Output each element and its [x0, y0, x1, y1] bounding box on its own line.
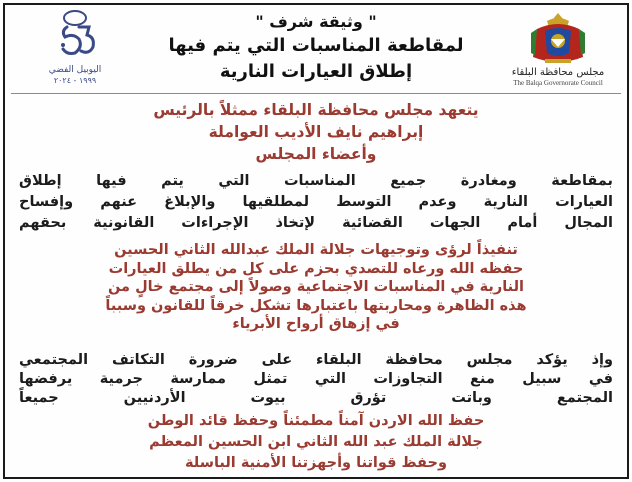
council-name-en: The Balqa Governorate Council — [513, 79, 603, 87]
text-line: بمقاطعة ومغادرة جميع المناسبات التي يتم فيها إطلاق — [19, 173, 613, 189]
text-line: وحفظ قواتنا وأجهزتنا الأمنية الباسلة — [185, 455, 447, 471]
text-line: حفظ الله الاردن آمناً مطمئناً وحفظ قائد الوطن — [147, 413, 485, 429]
header-divider — [11, 93, 621, 94]
text-line: النارية في المناسبات الاجتماعية وصولاً إلى مجتمع خالٍ من — [108, 279, 524, 295]
document-title — [155, 11, 477, 85]
text-line: تنفيذاً لرؤى وتوجيهات جلالة الملك عبدالله الثاني الحسين — [114, 242, 518, 258]
text-line: المجال أمام الجهات القضائية لإتخاذ الإجراءات القانونية بحقهم — [19, 215, 613, 231]
document-header — [5, 5, 627, 97]
text-line: في سبيل منع التجاوزات التي تمثل ممارسة جرمية يرفضها — [19, 371, 613, 387]
title-line: إطلاق العيارات النارية — [219, 61, 413, 82]
text-line: العيارات النارية وعدم التوسط لمطلقيها والإبلاغ عنهم وإفساح — [19, 194, 613, 210]
silver-jubilee-25-icon — [43, 9, 107, 65]
text-line: هذه الظاهرة ومحاربتها باعتبارها تشكل خرقاً للقانون وسبباً — [105, 297, 527, 314]
jubilee-years: ١٩٩٩ - ٢٠٢٤ — [53, 76, 97, 85]
text-line: حفظه الله ورعاه للتصدي بحزم على كل من يطلق العيارات — [108, 260, 524, 277]
text-line: وإذ يؤكد مجلس محافظة البلقاء على ضرورة التكاتف المجتمعي — [19, 352, 613, 368]
text-line: في إزهاق أرواح الأبرياء — [232, 316, 400, 332]
jubilee-label: اليوبيل الفضي — [48, 65, 102, 75]
council-logo — [499, 9, 617, 95]
council-name-ar: مجلس محافظة البلقاء — [511, 67, 605, 78]
pledge-body — [19, 171, 613, 234]
text-line: إبراهيم نايف الأديب العواملة — [208, 123, 424, 141]
text-line: جلالة الملك عبد الله الثاني ابن الحسين المعظم — [149, 434, 483, 450]
title-line: لمقاطعة المناسبات التي يتم فيها — [168, 35, 464, 56]
text-line: وأعضاء المجلس — [255, 145, 377, 163]
pledge-intro — [19, 99, 613, 165]
council-affirmation — [19, 351, 613, 408]
document-frame — [3, 3, 629, 479]
closing-prayer — [19, 411, 613, 474]
text-line: يتعهد مجلس محافظة البلقاء ممثلاً بالرئيس — [153, 101, 479, 119]
royal-directives — [19, 241, 613, 334]
jubilee-logo — [27, 9, 123, 93]
title-line: " وثيقة شرف " — [255, 12, 377, 31]
text-line: المجتمع وباتت تؤرق بيوت الأردنيين جميعاً — [19, 390, 613, 406]
jordan-royal-crest-icon — [527, 9, 589, 67]
